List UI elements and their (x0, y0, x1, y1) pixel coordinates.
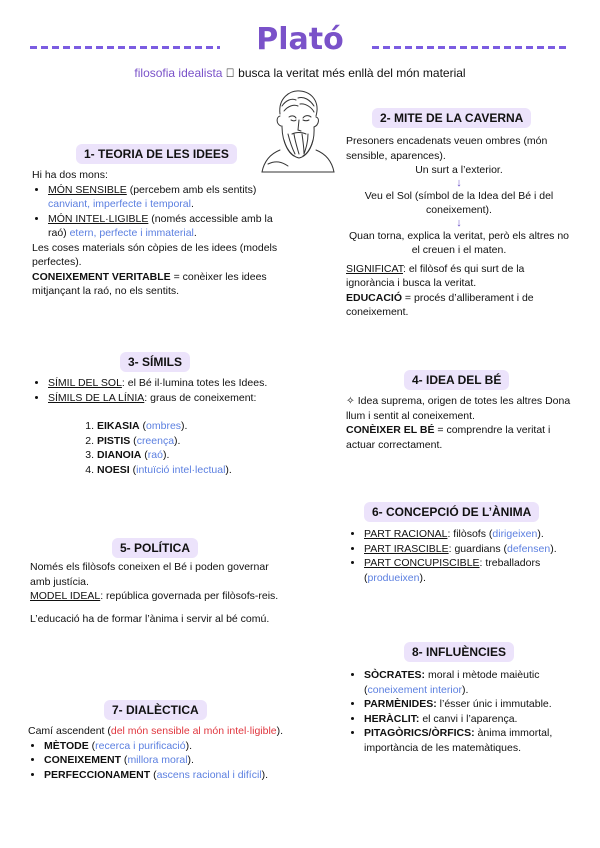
s4-line-2 (346, 423, 574, 452)
soul-part-role: produeixen (367, 571, 420, 584)
list-item (48, 183, 284, 212)
soul-part-who: : filòsofs ( (447, 528, 493, 540)
s2-line-2: Un surt a l’exterior. (415, 164, 503, 176)
soul-part-who: : treballadors ( (364, 557, 541, 584)
s2-line-1: Presoners encadenats veuen ombres (món sensible, aparences). (346, 135, 548, 162)
s2-significance-label: SIGNIFICAT (346, 262, 403, 275)
soul-part-who: : guardians ( (448, 542, 507, 555)
list-item (364, 712, 576, 727)
subtitle-rest: busca la veritat més enllà del món material (238, 66, 466, 80)
section-6-heading: 6- CONCEPCIÓ DE L’ÀNIMA (364, 502, 539, 522)
section-3-body (32, 376, 292, 477)
section-4-body (346, 394, 574, 452)
level-value: raó (147, 449, 163, 461)
list-item (364, 697, 576, 712)
influence-text: el canvi i l’aparença. (419, 712, 518, 725)
s5-ideal-model-label: MODEL IDEAL (30, 590, 101, 602)
influence-end: ). (462, 683, 469, 696)
section-1-heading: 1- TEORIA DE LES IDEES (76, 144, 237, 164)
list-item (48, 391, 292, 406)
section-7-body (28, 724, 284, 782)
soul-part-role: defensen (507, 542, 551, 555)
soul-part-name: PART RACIONAL (364, 528, 448, 540)
list-item (364, 726, 576, 755)
influence-name: SÒCRATES: (364, 669, 426, 681)
s1-world-1-text: (percebem amb els sentits) (126, 183, 257, 196)
s1-world-2-text: (només accessible amb la raó) (48, 212, 273, 239)
s1-world-1-name: MÓN SENSIBLE (48, 183, 127, 196)
soul-part-end: ). (537, 528, 544, 540)
section-8-heading: 8- INFLUÈNCIES (404, 642, 514, 662)
s7-intro-text: Camí ascendent ( (28, 725, 111, 737)
s2-education-label: EDUCACIÓ (346, 291, 403, 304)
dialectic-item-name: PERFECCIONAMENT (44, 768, 151, 781)
dialectic-item-value: recerca i purificació (95, 739, 186, 752)
section-8-body (348, 668, 576, 755)
arrow-down-icon: ↓ (456, 176, 462, 189)
s1-paragraph-1: Les coses materials són còpies de les idees (models perfectes). (32, 241, 278, 268)
list-item: 3. DIANOIA (raó). (82, 448, 292, 463)
section-5-body (30, 560, 280, 626)
s2-significance-text: : el filòsof és qui surt de la ignorància i busca la veritat. (346, 262, 525, 289)
s1-world-2-props: etern, perfecte i immaterial (69, 227, 194, 239)
soul-part-end: ). (550, 542, 557, 555)
list-item: 1. EIKASIA (ombres). (82, 419, 292, 434)
level-value: intuïció intel·lectual (136, 463, 226, 476)
level-number: 4. (85, 463, 94, 476)
influence-text: ànima immortal, importància de les matemàtiques. (364, 727, 553, 754)
s7-intro-red: del món sensible al món intel·ligible (110, 725, 277, 737)
soul-part-role: dirigeixen (492, 528, 538, 540)
s4-line-1 (346, 394, 574, 423)
level-name: EIKASIA (97, 420, 140, 432)
list-item (364, 668, 576, 697)
s5-ideal-model-text: : república governada per filòsofs-reis. (100, 590, 279, 602)
s4-know-good-label: CONÈIXER EL BÉ (346, 424, 435, 436)
s2-education (346, 291, 572, 320)
list-item: • CONEIXEMENT (millora moral). (44, 753, 284, 768)
list-item (48, 376, 292, 391)
section-5-heading: 5- POLÍTICA (112, 538, 198, 558)
s7-intro-end: ). (276, 725, 284, 737)
list-item: 2. PISTIS (creença). (82, 434, 292, 449)
level-name: DIANOIA (97, 449, 142, 461)
influence-name: PITAGÒRICS/ÒRFICS: (364, 727, 475, 739)
s3-sun-simile-text: : el Bé il·lumina totes les Idees. (121, 377, 268, 389)
s2-education-text: = procés d’alliberament i de coneixement. (346, 291, 534, 318)
list-item: 4. NOESI (intuïció intel·lectual). (82, 463, 292, 478)
section-6-body (348, 527, 576, 585)
dialectic-item-value: ascens racional i difícil (156, 768, 262, 781)
subtitle-accent: filosofia idealista (134, 66, 223, 80)
s3-levels-list (32, 419, 292, 477)
s4-know-good-text: = comprendre la veritat i actuar correctament. (346, 424, 551, 451)
dialectic-item-name: CONEIXEMENT (44, 754, 122, 766)
list-item (364, 542, 576, 557)
level-name: NOESI (97, 463, 130, 476)
s2-line-3: Veu el Sol (símbol de la Idea del Bé i del coneixement). (364, 189, 554, 216)
s1-true-knowledge-text: = conèixer les idees mitjançant la raó, no els sentits. (32, 270, 267, 297)
s5-line-3: L’educació ha de formar l’ànima i servir al bé comú. (30, 612, 270, 625)
level-number: 2. (85, 434, 94, 447)
s5-line-2 (30, 589, 280, 604)
arrow-down-icon: ↓ (456, 216, 462, 229)
page-subtitle (0, 66, 600, 80)
level-number: 1. (85, 420, 94, 432)
sparkle-icon: ✧ (346, 395, 355, 407)
s2-significance (346, 262, 572, 291)
list-item: • PERFECCIONAMENT (ascens racional i difícil). (44, 768, 284, 783)
influence-text: l’ésser únic i immutable. (436, 698, 552, 710)
s7-intro (28, 724, 284, 739)
level-value: ombres (146, 420, 182, 432)
list-item (364, 527, 576, 542)
influence-blue: coneixement interior (367, 683, 463, 696)
list-item (48, 212, 284, 241)
s1-world-1-props: canviant, imperfecte i temporal (48, 198, 191, 210)
soul-part-name: PART IRASCIBLE (364, 542, 449, 555)
s1-world-2-name: MÓN INTEL·LIGIBLE (48, 212, 149, 225)
s4-line-1-text: Idea suprema, origen de totes les altres Dona llum i sentit al coneixement. (346, 395, 571, 422)
influence-name: PARMÈNIDES: (364, 698, 437, 710)
section-4-heading: 4- IDEA DEL BÉ (404, 370, 509, 390)
level-name: PISTIS (97, 434, 131, 447)
dialectic-item-name: MÈTODE (44, 739, 89, 752)
list-item (364, 556, 576, 585)
s1-world-2-end: . (193, 227, 197, 239)
soul-part-name: PART CONCUPISCIBLE (364, 557, 480, 569)
s1-world-1-end: . (190, 198, 194, 210)
plato-bust-icon (258, 84, 338, 174)
section-7-heading: 7- DIALÈCTICA (104, 700, 207, 720)
s5-line-1: Només els filòsofs coneixen el Bé i poden governar amb justícia. (30, 561, 269, 588)
page-title: Plató (256, 22, 344, 57)
section-1-body (32, 168, 284, 299)
level-number: 3. (85, 449, 94, 461)
section-2-body (346, 134, 572, 320)
level-value: creença (136, 434, 175, 447)
list-item: • MÈTODE (recerca i purificació). (44, 739, 284, 754)
section-2-heading: 2- MITE DE LA CAVERNA (372, 108, 531, 128)
s3-line-simile-label: SÍMILS DE LA LÍNIA (48, 391, 145, 404)
influence-name: HERÀCLIT: (364, 712, 420, 725)
influence-text: moral i mètode maièutic ( (364, 669, 540, 696)
s3-sun-simile-label: SÍMIL DEL SOL (48, 377, 122, 389)
s2-line-4: Quan torna, explica la veritat, però els altres no el creuen i el maten. (348, 229, 570, 256)
s1-paragraph-2 (32, 270, 284, 299)
s3-line-simile-text: : graus de coneixement: (144, 391, 257, 404)
s1-true-knowledge-label: CONEIXEMENT VERITABLE (32, 270, 171, 283)
s1-intro: Hi ha dos mons: (32, 169, 108, 181)
soul-part-end: ). (419, 571, 426, 584)
section-3-heading: 3- SÍMILS (120, 352, 190, 372)
dialectic-item-value: millora moral (127, 754, 188, 766)
